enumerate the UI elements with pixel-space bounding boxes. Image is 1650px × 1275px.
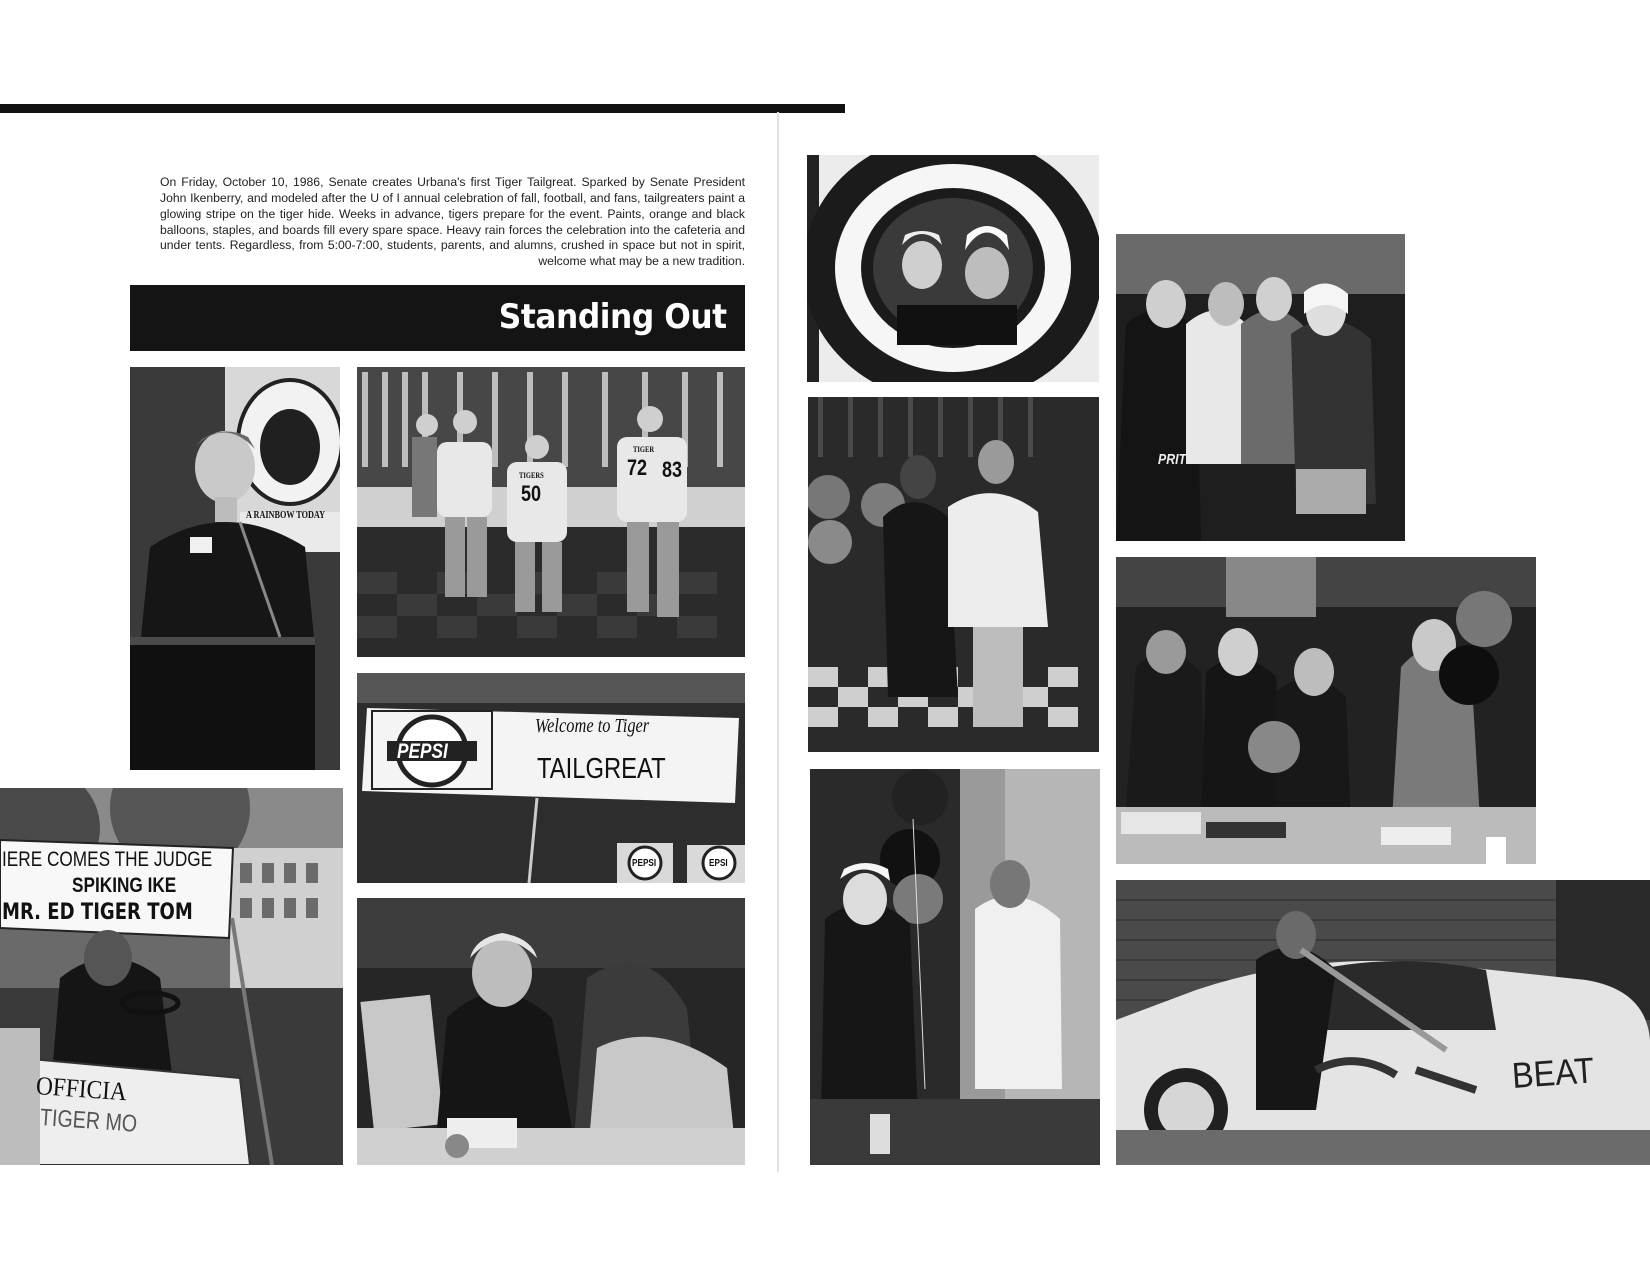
photo-food-table — [1116, 557, 1536, 864]
tailgreat-text: TAILGREAT — [537, 753, 666, 785]
cart-front-sign-2: TIGER MO — [39, 1104, 139, 1138]
welcome-text: Welcome to Tiger — [535, 715, 650, 737]
photo-car-smash — [1116, 880, 1650, 1165]
photo-golf-cart — [0, 788, 343, 1165]
shirt-text: PRIT — [1158, 451, 1187, 468]
cart-sign-line-2: SPIKING IKE — [72, 874, 177, 897]
photo-balloons-girls — [808, 397, 1099, 752]
jersey-text-tiger: TIGER — [633, 445, 655, 454]
car-graffiti-text: BEAT — [1510, 1049, 1596, 1096]
photo-dancers — [357, 367, 745, 657]
title-banner — [130, 285, 745, 351]
small-pepsi-logo-1: PEPSI — [632, 858, 657, 869]
top-rule — [0, 104, 845, 113]
photo-group-girls — [1116, 234, 1405, 541]
photo-balloon-tying — [810, 769, 1100, 1165]
photo-pepsi-sign — [357, 673, 745, 883]
speaker-poster-text: A RAINBOW TODAY — [246, 510, 325, 521]
jersey-text-tigers: TIGERS — [519, 471, 544, 480]
article-caption: On Friday, October 10, 1986, Senate creates Urbana's first Tiger Tailgreat. Sparked by Senate President John Ikenberry, and modeled after the U of I annual celebration of fall, football, and fans, tailgreaters paint a glowing stripe on the tiger hide. Weeks in advance, tigers prepare for the event. Paints, orange and black balloons, staples, and boards fill every spare space. Heavy rain forces the celebration into the cafeteria and under tents. Regardless, from 5:00-7:00, students, parents, and alumns, crushed in space but not in spirit, welcome what may be a new tradition. — [160, 175, 745, 269]
photo-face-painting — [357, 898, 745, 1165]
small-pepsi-logo-2: EPSI — [709, 858, 728, 869]
jersey-number-72: 72 — [627, 455, 648, 480]
pepsi-logo-text: PEPSI — [397, 740, 448, 763]
jersey-number-50: 50 — [521, 481, 542, 506]
cart-sign-line-1: IERE COMES THE JUDGE — [2, 848, 213, 871]
cart-front-sign-1: OFFICIA — [35, 1071, 128, 1107]
jersey-number-83: 83 — [662, 457, 683, 482]
photo-speaker — [130, 367, 340, 770]
page-title: Standing Out — [499, 297, 727, 337]
photo-target-frame — [807, 155, 1099, 382]
page-gutter — [777, 112, 779, 1172]
cart-sign-line-3: MR. ED TIGER TOM — [2, 900, 193, 925]
